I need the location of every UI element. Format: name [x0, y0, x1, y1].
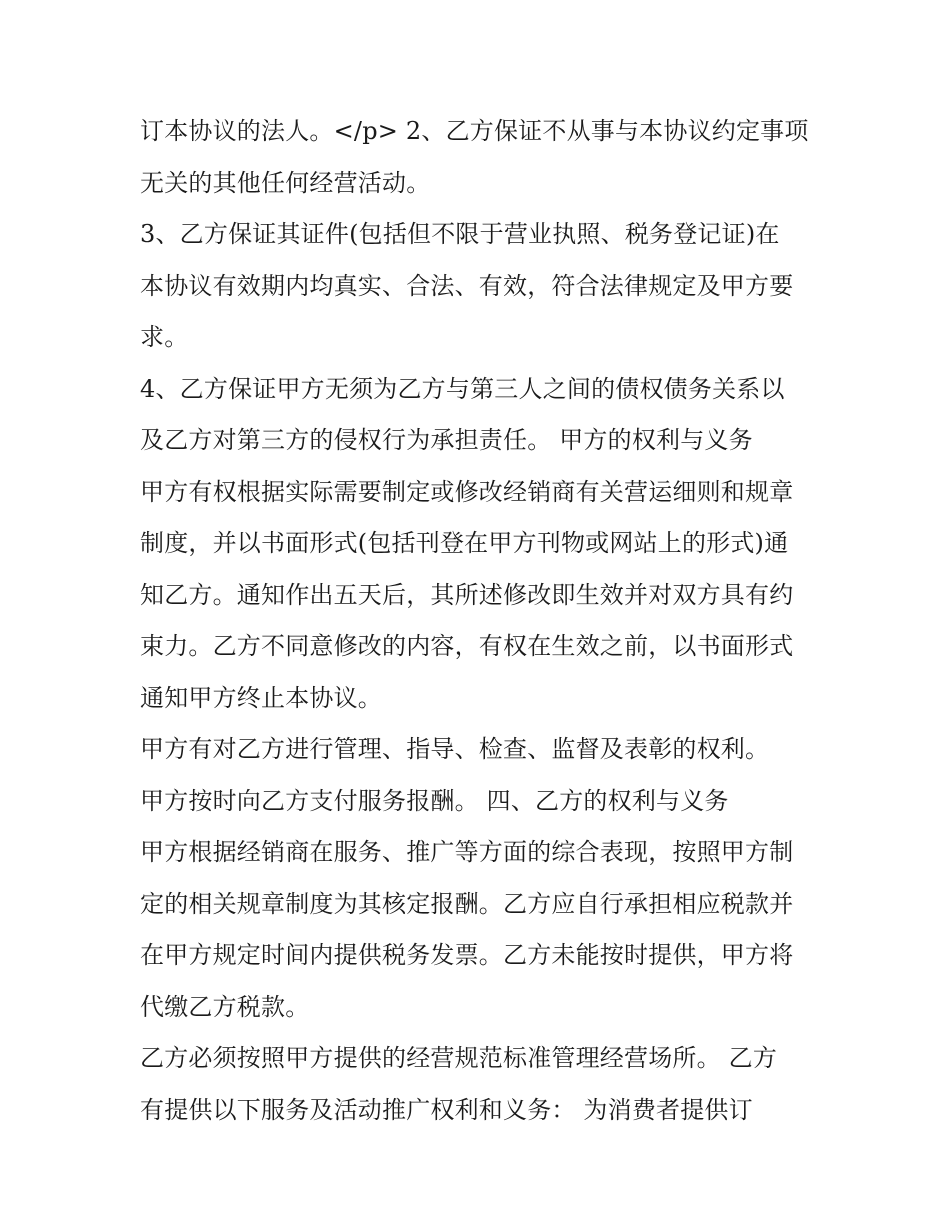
- text-line: 束力。乙方不同意修改的内容，有权在生效之前，以书面形式: [140, 632, 794, 660]
- text-line: 无关的其他任何经营活动。: [140, 168, 431, 197]
- text-line: 通知甲方终止本协议。: [140, 683, 382, 712]
- text-line: 甲方有对乙方进行管理、指导、检查、监督及表彰的权利。: [140, 735, 770, 763]
- text-line: 甲方按时向乙方支付服务报酬。 四、乙方的权利与义务: [140, 786, 729, 815]
- text-line: 代缴乙方税款。: [140, 992, 310, 1021]
- text-line: 订本协议的法人。</p> 2、乙方保证不从事与本协议约定事项: [140, 117, 809, 145]
- text-line: 在甲方规定时间内提供税务发票。乙方未能按时提供，甲方将: [140, 941, 794, 969]
- text-line: 及乙方对第三方的侵权行为承担责任。 甲方的权利与义务: [140, 426, 753, 454]
- text-line: 知乙方。通知作出五天后，其所述修改即生效并对双方具有约: [140, 580, 794, 609]
- text-line: 4、乙方保证甲方无须为乙方与第三人之间的债权债务关系以: [140, 374, 785, 403]
- document-body: [140, 106, 820, 1136]
- text-line: 本协议有效期内均真实、合法、有效，符合法律规定及甲方要: [140, 271, 794, 300]
- text-line: 制度，并以书面形式(包括刊登在甲方刊物或网站上的形式)通: [140, 529, 789, 557]
- text-line: 甲方有权根据实际需要制定或修改经销商有关营运细则和规章: [140, 477, 794, 506]
- text-line: 乙方必须按照甲方提供的经营规范标准管理经营场所。 乙方: [140, 1044, 778, 1072]
- text-line: 有提供以下服务及活动推广权利和义务： 为消费者提供订: [140, 1095, 753, 1124]
- text-line: 3、乙方保证其证件(包括但不限于营业执照、税务登记证)在: [140, 220, 780, 248]
- text-line: 求。: [140, 323, 189, 351]
- text-line: 定的相关规章制度为其核定报酬。乙方应自行承担相应税款并: [140, 889, 794, 918]
- text-line: 甲方根据经销商在服务、推广等方面的综合表现，按照甲方制: [140, 838, 794, 866]
